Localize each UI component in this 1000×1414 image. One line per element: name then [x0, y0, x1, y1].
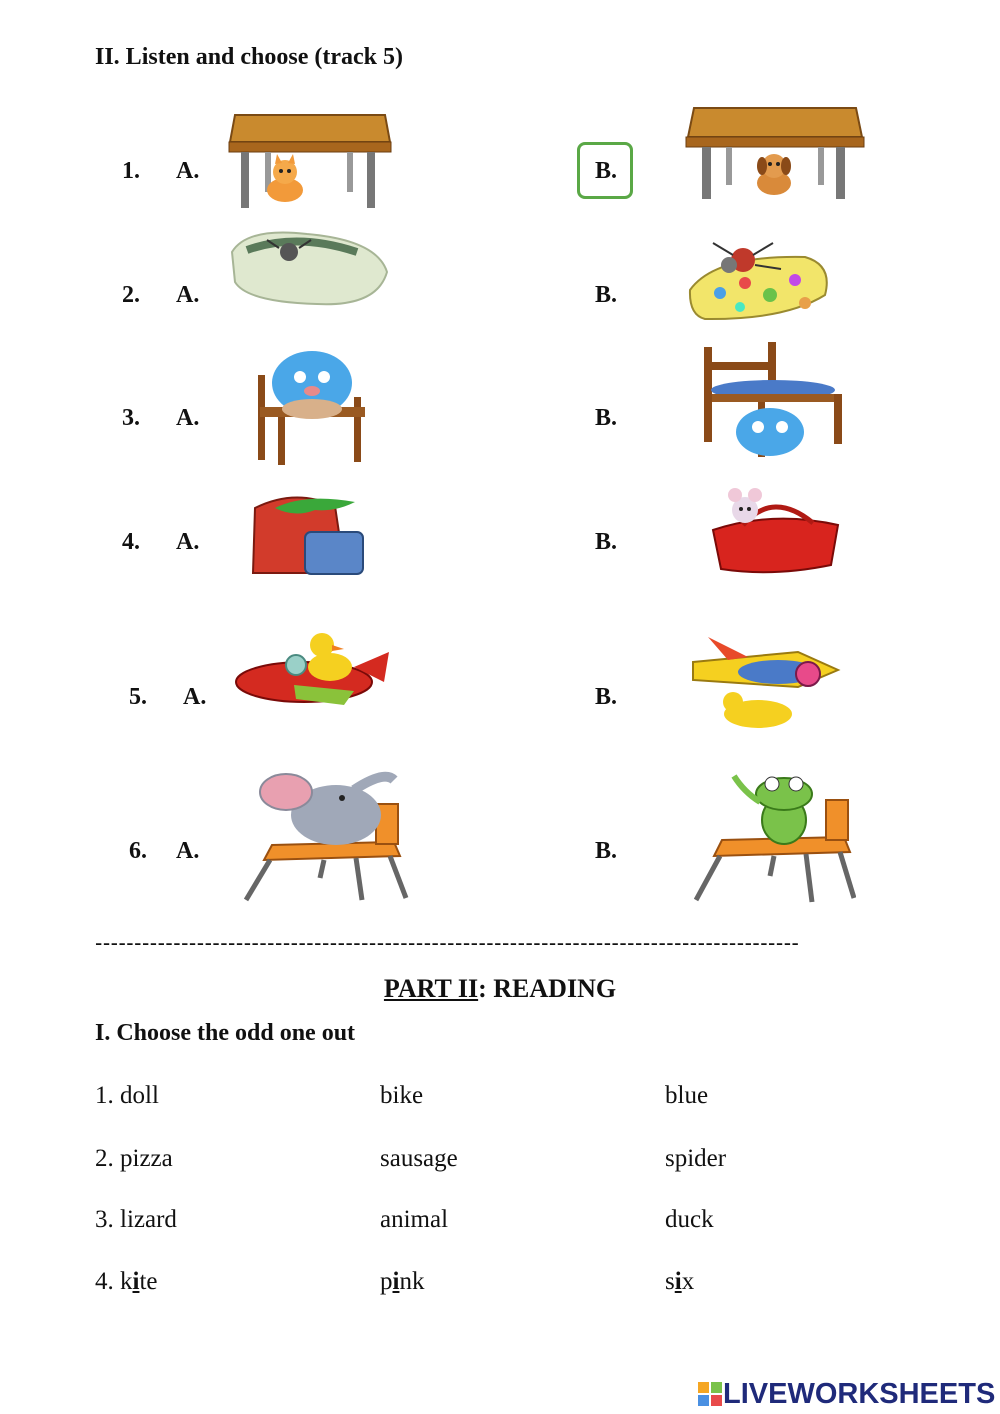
question-5-number: 5. [129, 684, 147, 710]
row-4-word-1-post: te [139, 1268, 158, 1295]
mouse-icon [728, 488, 762, 523]
odd-one-out-title: I. Choose the odd one out [95, 1020, 356, 1046]
row-4-word-3-underlined-letter: i [674, 1268, 682, 1295]
monster-under-chair-picture [698, 342, 848, 462]
monster-icon [272, 351, 352, 419]
row-3-word-1[interactable]: 3. lizard [95, 1206, 177, 1233]
liveworksheets-logo-icon [697, 1381, 723, 1407]
plane-on-duck-picture [688, 632, 843, 730]
question-3-option-a[interactable]: A. [176, 405, 200, 431]
table-with-puppy-picture [680, 103, 870, 203]
polka-dot-pencil-case-with-spider-picture [685, 235, 835, 325]
question-2-option-a[interactable]: A. [176, 282, 200, 308]
row-1-word-2[interactable]: bike [380, 1082, 424, 1109]
part-heading [0, 974, 1000, 1004]
row-4-word-2-post: nk [399, 1268, 425, 1295]
handbag-with-mouse-picture [703, 485, 843, 575]
question-4-option-b[interactable]: B. [595, 529, 618, 555]
row-2-word-3[interactable]: spider [665, 1145, 727, 1172]
duck-icon [723, 692, 792, 728]
pencil-case-with-spider-picture [227, 222, 392, 312]
row-4-word-2-pre: p [380, 1268, 393, 1295]
frog-icon [734, 776, 812, 844]
backpack-with-lizard-picture [235, 488, 370, 580]
row-3-word-3[interactable]: duck [665, 1206, 714, 1233]
row-4-word-3-pre: s [665, 1268, 675, 1295]
question-2-number: 2. [122, 282, 140, 308]
row-4-word-2[interactable] [380, 1268, 424, 1296]
monster-icon [736, 408, 804, 456]
row-1-word-3[interactable]: blue [665, 1082, 709, 1109]
question-2-option-b[interactable]: B. [595, 282, 618, 308]
frog-on-chair-picture [694, 772, 856, 906]
question-1-number: 1. [122, 158, 140, 184]
duck-on-plane-picture [234, 627, 392, 709]
section-divider: ------------------------------------------------------------------------------------------ [95, 930, 800, 955]
row-4-word-1-pre: 4. k [95, 1268, 133, 1295]
question-3-number: 3. [122, 405, 140, 431]
question-1-option-b[interactable]: B. [595, 158, 618, 184]
question-6-option-b[interactable]: B. [595, 838, 618, 864]
question-4-option-a[interactable]: A. [176, 529, 200, 555]
part-heading-prefix: PART II [383, 974, 479, 1003]
row-4-word-1-underlined-letter: i [132, 1268, 140, 1295]
row-4-word-1[interactable] [95, 1268, 158, 1296]
puppy-icon [757, 154, 791, 195]
row-4-word-3[interactable] [665, 1268, 694, 1296]
question-6-option-a[interactable]: A. [176, 838, 200, 864]
question-6-number: 6. [129, 838, 147, 864]
row-2-word-2[interactable]: sausage [380, 1145, 458, 1172]
monster-on-chair-picture [250, 347, 380, 467]
row-2-word-1[interactable]: 2. pizza [95, 1145, 173, 1172]
row-4-word-3-post: x [681, 1268, 695, 1295]
part-heading-suffix: : READING [478, 974, 617, 1003]
question-1-option-a[interactable]: A. [176, 158, 200, 184]
question-3-option-b[interactable]: B. [595, 405, 618, 431]
duck-icon [308, 633, 352, 681]
row-1-word-1[interactable]: 1. doll [95, 1082, 159, 1109]
elephant-on-chair-picture [244, 770, 409, 905]
kitten-icon [267, 154, 303, 202]
liveworksheets-logo[interactable] [697, 1374, 995, 1414]
question-4-number: 4. [122, 529, 140, 555]
row-4-word-2-underlined-letter: i [392, 1268, 400, 1295]
question-5-option-a[interactable]: A. [183, 684, 207, 710]
section-title: II. Listen and choose (track 5) [95, 44, 404, 70]
table-with-kitten-picture [225, 110, 395, 210]
question-5-option-b[interactable]: B. [595, 684, 618, 710]
logo-text: LIVEWORKSHEETS [723, 1377, 996, 1410]
row-3-word-2[interactable]: animal [380, 1206, 449, 1233]
elephant-icon [260, 774, 394, 845]
